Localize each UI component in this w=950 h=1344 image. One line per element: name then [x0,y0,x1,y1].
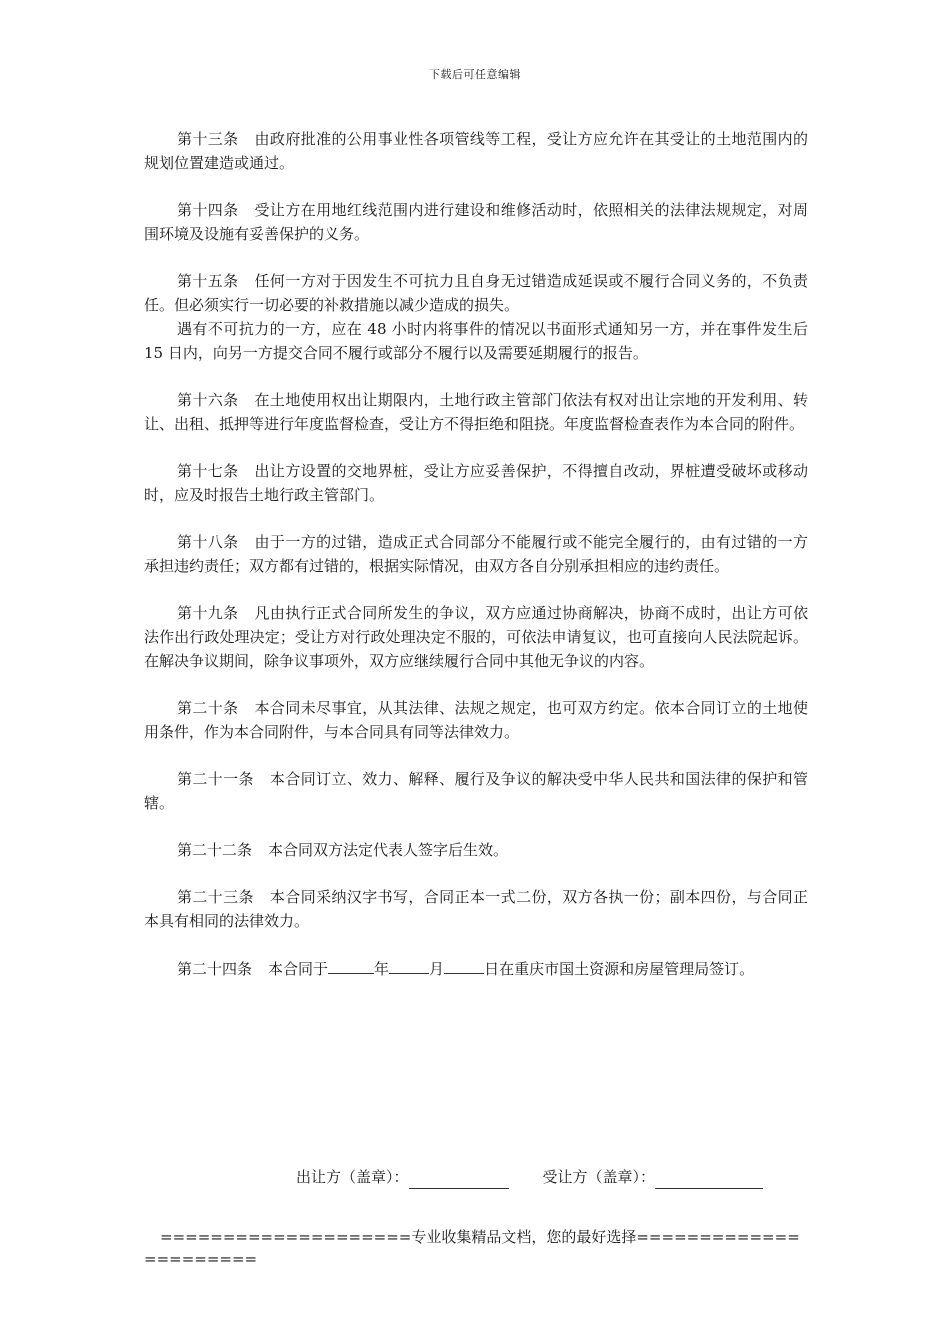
grantor-seal-label: 出让方（盖章）： [296,1168,409,1186]
clause-paragraph [144,601,808,673]
day-blank[interactable] [444,956,484,974]
clause-number: 第十五条 [177,272,239,290]
contract-body [144,127,808,1004]
clause-text: 在土地使用权出让期限内，土地行政主管部门依法有权对出让宗地的开发利用、转让、出租、抵押等进行年度监督检查，受让方不得拒绝和阻挠。年度监督检查表作为本合同的附件。 [144,391,808,433]
clause-24-prefix: 本合同于 [268,960,329,978]
clause-paragraph [144,767,808,815]
clause-text: 任何一方对于因发生不可抗力且自身无过错造成延误或不履行合同义务的，不负责任。但必须实行一切必要的补救措施以减少造成的损失。 [144,272,808,314]
clause-text: 本合同订立、效力、解释、履行及争议的解决受中华人民共和国法律的保护和管辖。 [144,770,808,812]
clause-paragraph [144,838,808,862]
clause [144,459,808,507]
clause-number: 第二十二条 [177,841,253,859]
signature-row [296,1165,808,1189]
clause-text: 遇有不可抗力的一方，应在 48 小时内将事件的情况以书面形式通知另一方，并在事件发生后 15 日内，向另一方提交合同不履行或部分不履行以及需要延期履行的报告。 [144,320,808,362]
clause-text: 受让方在用地红线范围内进行建设和维修活动时，依照相关的法律法规规定，对周围环境及设施有妥善保护的义务。 [144,201,808,243]
clause-text: 出让方设置的交地界桩，受让方应妥善保护，不得擅自改动，界桩遭受破坏或移动时，应及时报告土地行政主管部门。 [144,462,808,504]
footer-banner [144,1226,808,1270]
clause-number: 第十八条 [177,533,239,551]
clause-list [144,127,808,933]
clause-number: 第十三条 [177,130,239,148]
clause [144,127,808,175]
clause-number: 第十七条 [177,462,239,480]
clause [144,885,808,933]
clause-paragraph [144,885,808,933]
clause [144,838,808,862]
clause-paragraph [144,530,808,578]
clause-paragraph [144,317,808,365]
clause [144,388,808,436]
grantee-signature-line[interactable] [655,1170,763,1189]
clause [144,198,808,246]
clause-number: 第二十四条 [177,960,253,978]
clause [144,530,808,578]
footer-text: ====================专业收集精品文档，您的最好选择====================== [144,1228,800,1268]
clause-number: 第十六条 [177,391,239,409]
clause-number: 第二十三条 [177,888,254,906]
month-label: 月 [429,960,445,978]
month-blank[interactable] [389,956,429,974]
clause [144,601,808,673]
clause-text: 本合同采纳汉字书写，合同正本一式二份，双方各执一份；副本四份，与合同正本具有相同的法律效力。 [144,888,808,930]
clause [144,269,808,365]
clause-number: 第二十一条 [177,770,254,788]
clause-paragraph [144,696,808,744]
clause-text: 本合同未尽事宜，从其法律、法规之规定，也可双方约定。依本合同订立的土地使用条件，作为本合同附件，与本合同具有同等法律效力。 [144,699,808,741]
grantor-signature-line[interactable] [409,1170,509,1189]
grantee-seal-label: 受让方（盖章）： [542,1168,656,1186]
page-header: 下载后可任意编辑 [429,68,521,81]
clause-24-suffix: 日在重庆市国土资源和房屋管理局签订。 [484,960,755,978]
clause-paragraph [144,198,808,246]
clause-text: 由于一方的过错，造成正式合同部分不能履行或不能完全履行的，由有过错的一方承担违约责任；双方都有过错的，根据实际情况，由双方各自分别承担相应的违约责任。 [144,533,808,575]
clause-24-text [144,956,808,981]
clause-number: 第二十条 [177,699,239,717]
clause [144,767,808,815]
clause-text: 本合同双方法定代表人签字后生效。 [268,841,509,859]
clause [144,696,808,744]
clause-paragraph [144,127,808,175]
year-blank[interactable] [328,956,374,974]
year-label: 年 [374,960,390,978]
clause-number: 第十九条 [177,604,239,622]
clause-paragraph [144,388,808,436]
clause-text: 由政府批准的公用事业性各项管线等工程，受让方应允许在其受让的土地范围内的规划位置建造或通过。 [144,130,808,172]
clause-number: 第十四条 [177,201,239,219]
clause-paragraph [144,269,808,317]
clause-text: 凡由执行正式合同所发生的争议，双方应通过协商解决，协商不成时，出让方可依法作出行政处理决定；受让方对行政处理决定不服的，可依法申请复议，也可直接向人民法院起诉。在解决争议期间，除争议事项外，双方应继续履行合同中其他无争议的内容。 [144,604,808,670]
clause-paragraph [144,459,808,507]
clause-24 [144,956,808,981]
